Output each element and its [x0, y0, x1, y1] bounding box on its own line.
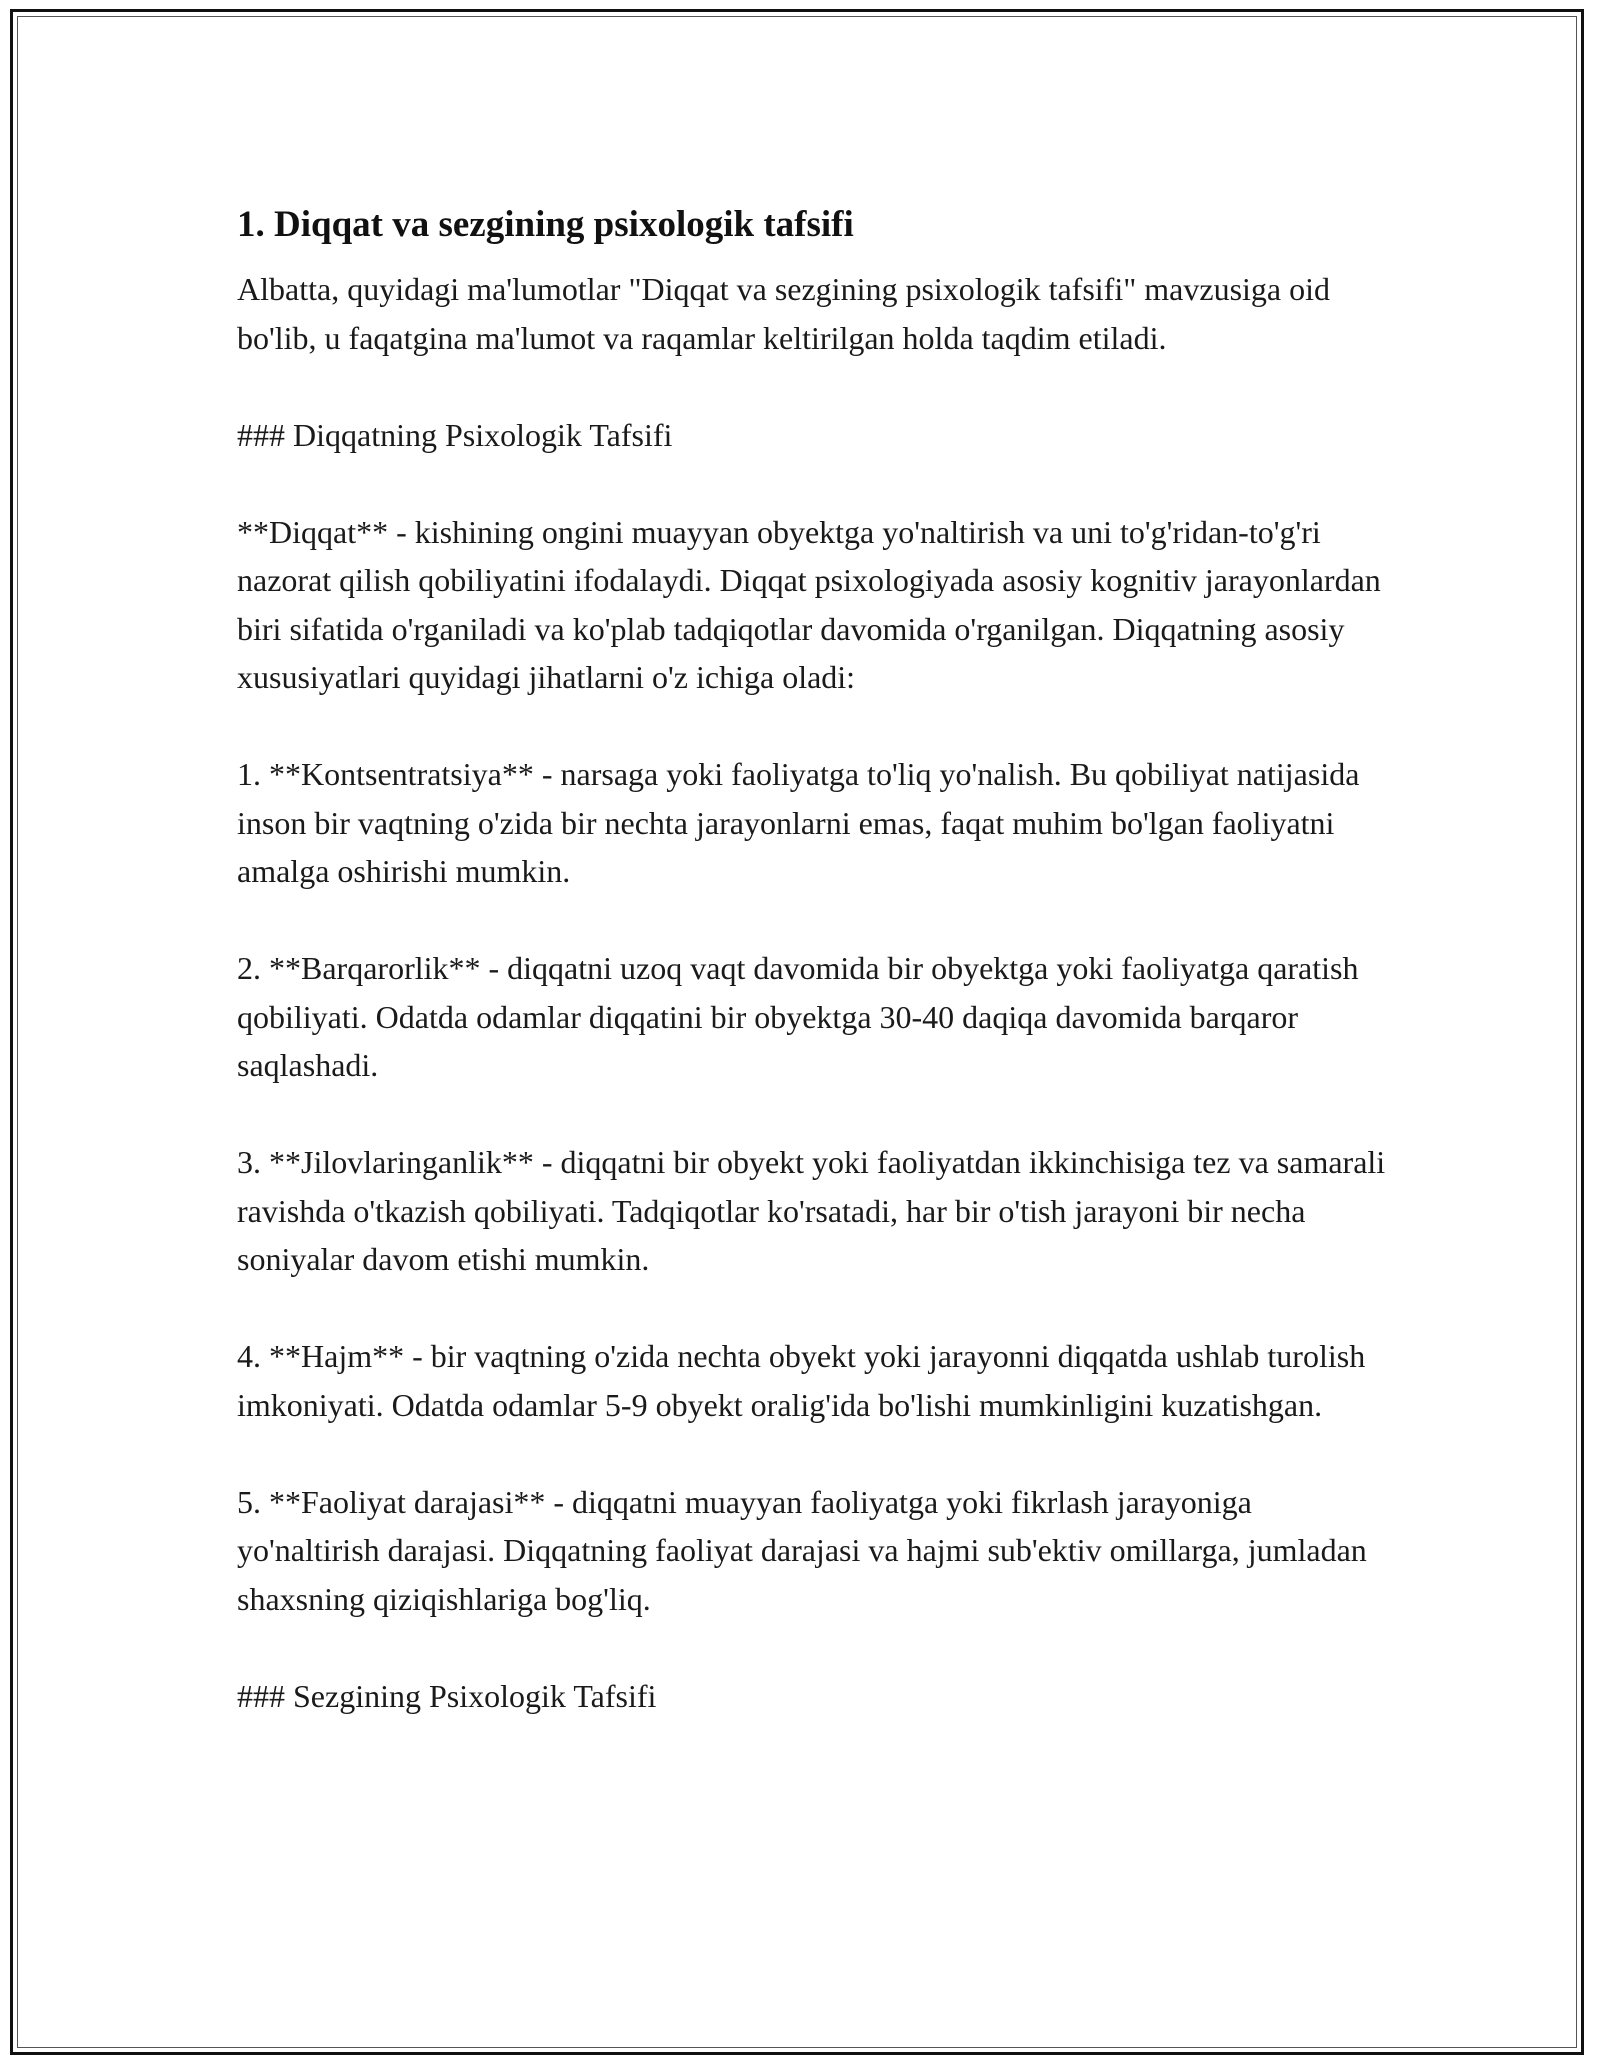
document-body — [237, 197, 1387, 1769]
page-frame — [10, 9, 1584, 2055]
intro-paragraph: Albatta, quyidagi ma'lumotlar "Diqqat va sezgining psixologik tafsifi" mavzusiga oid bo'lib, u faqatgina ma'lumot va raqamlar keltirilgan holda taqdim etiladi. — [237, 271, 1331, 356]
heading-attention: ### Diqqatning Psixologik Tafsifi — [237, 416, 673, 453]
list-item-volume: 4. **Hajm** - bir vaqtning o'zida nechta obyekt yoki jarayonni diqqatda ushlab turolish imkoniyati. Odatda odamlar 5-9 obyekt oralig'ida bo'lishi mumkinligini kuzatishgan. — [237, 1338, 1366, 1423]
list-item-stability: 2. **Barqarorlik** - diqqatni uzoq vaqt davomida bir obyektga yoki faoliyatga qaratish qobiliyati. Odatda odamlar diqqatini bir obyektga 30-40 daqiqa davomida barqaror saqlashadi. — [237, 950, 1359, 1083]
document-title: 1. Diqqat va sezgining psixologik tafsifi — [237, 204, 854, 245]
heading-sensation: ### Sezgining Psixologik Tafsifi — [237, 1677, 657, 1714]
attention-definition-paragraph: **Diqqat** - kishining ongini muayyan obyektga yo'naltirish va uni to'g'ridan-to'g'ri nazorat qilish qobiliyatini ifodalaydi. Diqqat psixologiyada asosiy kognitiv jarayonlardan biri sifatida o'rganiladi va ko'plab tadqiqotlar davomida o'rganilgan. Diqqatning asosiy xususiyatlari quyidagi jihatlarni o'z ichiga oladi: — [237, 513, 1381, 695]
list-item-activity-level: 5. **Faoliyat darajasi** - diqqatni muayyan faoliyatga yoki fikrlash jarayoniga yo'naltirish darajasi. Diqqatning faoliyat darajasi va hajmi sub'ektiv omillarga, jumladan shaxsning qiziqishlariga bog'liq. — [237, 1483, 1367, 1617]
list-item-switching: 3. **Jilovlaringanlik** - diqqatni bir obyekt yoki faoliyatdan ikkinchisiga tez va samarali ravishda o'tkazish qobiliyati. Tadqiqotlar ko'rsatadi, har bir o'tish jarayoni bir necha soniyalar davom etishi mumkin. — [237, 1144, 1386, 1277]
list-item-concentration: 1. **Kontsentratsiya** - narsaga yoki faoliyatga to'liq yo'nalish. Bu qobiliyat natijasida inson bir vaqtning o'zida bir nechta jarayonlarni emas, faqat muhim bo'lgan faoliyatni amalga oshirishi mumkin. — [237, 756, 1360, 889]
